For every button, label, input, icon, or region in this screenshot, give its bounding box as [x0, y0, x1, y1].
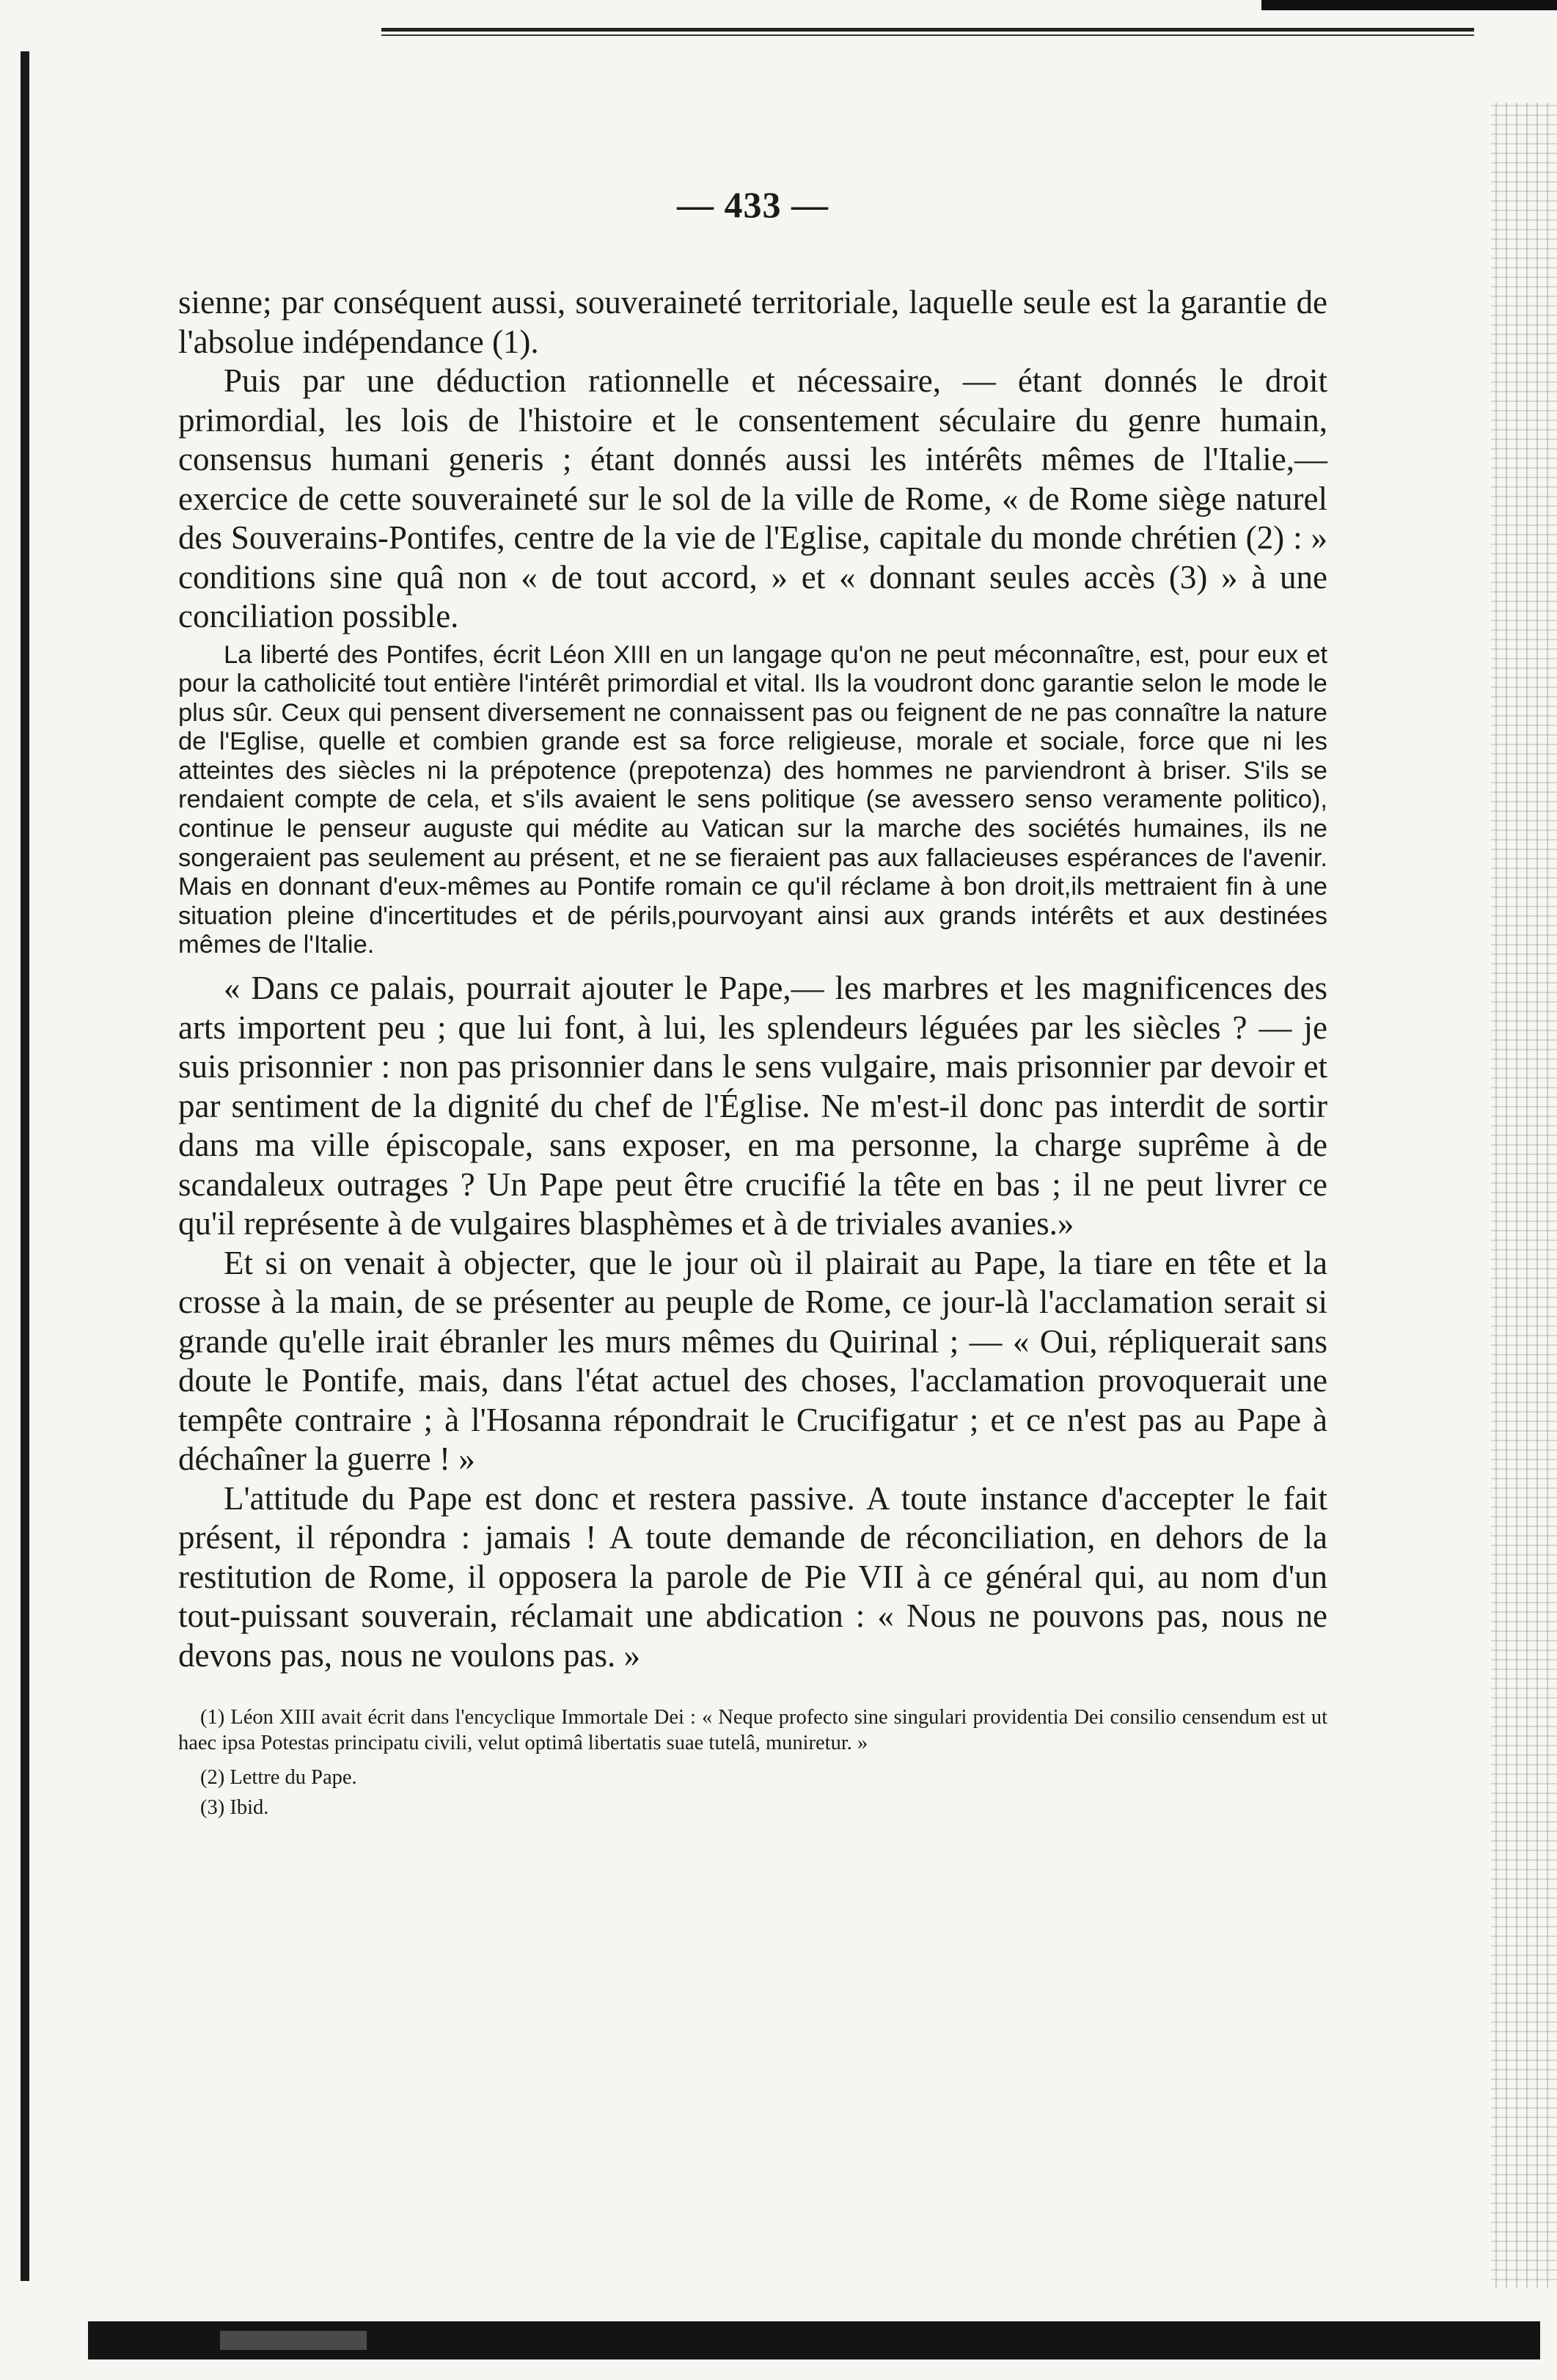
scan-artifact [220, 2331, 367, 2350]
paragraph: L'attitude du Pape est donc et restera passive. A toute instance d'accepter le fait présent, il répondra : jamais ! A toute demande de réconciliation, en dehors de la restitution de Rome, il opposera la parole de Pie VII à ce général qui, au nom d'un tout-puissant souverain, réclamait une abdication : « Nous ne pouvons pas, nous ne devons pas, nous ne voulons pas. » [178, 1479, 1327, 1674]
page-number: — 433 — [677, 184, 829, 225]
scan-edge-left [21, 51, 29, 2281]
paragraph: Puis par une déduction rationnelle et nécessaire, — étant donnés le droit primordial, les lois de l'histoire et le consentement séculaire du genre humain, consensus humani generis ; étant donnés aussi les intérêts mêmes de l'Italie,— exercice de cette souveraineté sur le sol de la ville de Rome, « de Rome siège naturel des Souverains-Pontifes, centre de la vie de l'Eglise, capitale du monde chrétien (2) : » conditions sine quâ non « de tout accord, » et « donnant seules accès (3) » à une conciliation possible. [178, 362, 1327, 634]
quoted-passage: La liberté des Pontifes, écrit Léon XIII en un langage qu'on ne peut méconnaître, est, pour eux et pour la catholicité tout entière l'intérêt primordial et vital. Ils la voudront donc garantie selon le mode le plus sûr. Ceux qui pensent diversement ne connaissent pas ou feignent de ne pas connaître la nature de l'Eglise, quelle et combien grande est sa force religieuse, morale et sociale, force que ni les atteintes des siècles ni la prépotence (prepotenza) des hommes ne parviendront à briser. S'ils se rendaient compte de cela, et s'ils avaient le sens politique (se avessero senso veramente politico), continue le penseur auguste qui médite au Vatican sur la marche des sociétés humaines, ils ne songeraient pas seulement au présent, et ne se fieraient pas aux fallacieuses espérances de l'avenir. Mais en donnant d'eux-mêmes au Pontife romain ce qu'il réclame à bon droit,ils mettraient fin à une situation pleine d'incertitudes et de périls,pourvoyant ainsi aux grands intérêts et aux destinées mêmes de l'Italie. [178, 640, 1327, 959]
footnote: (2) Lettre du Pape. [200, 1766, 357, 1790]
footnote: (3) Ibid. [200, 1796, 269, 1820]
paragraph: « Dans ce palais, pourrait ajouter le Pape,— les marbres et les magnificences des arts importent peu ; que lui font, à lui, les splendeurs léguées par les siècles ? — je suis prisonnier : non pas prisonnier dans le sens vulgaire, mais prisonnier par devoir et par sentiment de la dignité du chef de l'Église. Ne m'est-il donc pas interdit de sortir dans ma ville épiscopale, sans exposer, en ma personne, la charge suprême à de scandaleux outrages ? Un Pape peut être crucifié la tête en bas ; il ne peut livrer ce qu'il représente à de vulgaires blasphèmes et à de triviales avanies.» [178, 970, 1327, 1242]
scan-edge-right [1491, 103, 1557, 2288]
scan-edge-top [1261, 0, 1557, 10]
paragraph: Et si on venait à objecter, que le jour où il plairait au Pape, la tiare en tête et la crosse à la main, de se présenter au peuple de Rome, ce jour-là l'acclamation serait si grande qu'elle irait ébranler les murs mêmes du Quirinal ; — « Oui, répliquerait sans doute le Pontife, mais, dans l'état actuel des choses, l'acclamation provoquerait une tempête contraire ; à l'Hosanna répondrait le Crucifigatur ; et ce n'est pas au Pape à déchaîner la guerre ! » [178, 1244, 1327, 1478]
paragraph: sienne; par conséquent aussi, souveraineté territoriale, laquelle seule est la garantie de l'absolue indépendance (1). [178, 284, 1327, 360]
footnotes [178, 1705, 1327, 1820]
footnote: (1) Léon XIII avait écrit dans l'encyclique Immortale Dei : « Neque profecto sine singulari providentia Dei consilio censendum est ut haec ipsa Potestas principatu civili, velut optimâ libertatis suae tutelâ, muniretur. » [178, 1706, 1327, 1755]
page-content [178, 183, 1327, 1825]
scan-rule-top [381, 28, 1474, 41]
